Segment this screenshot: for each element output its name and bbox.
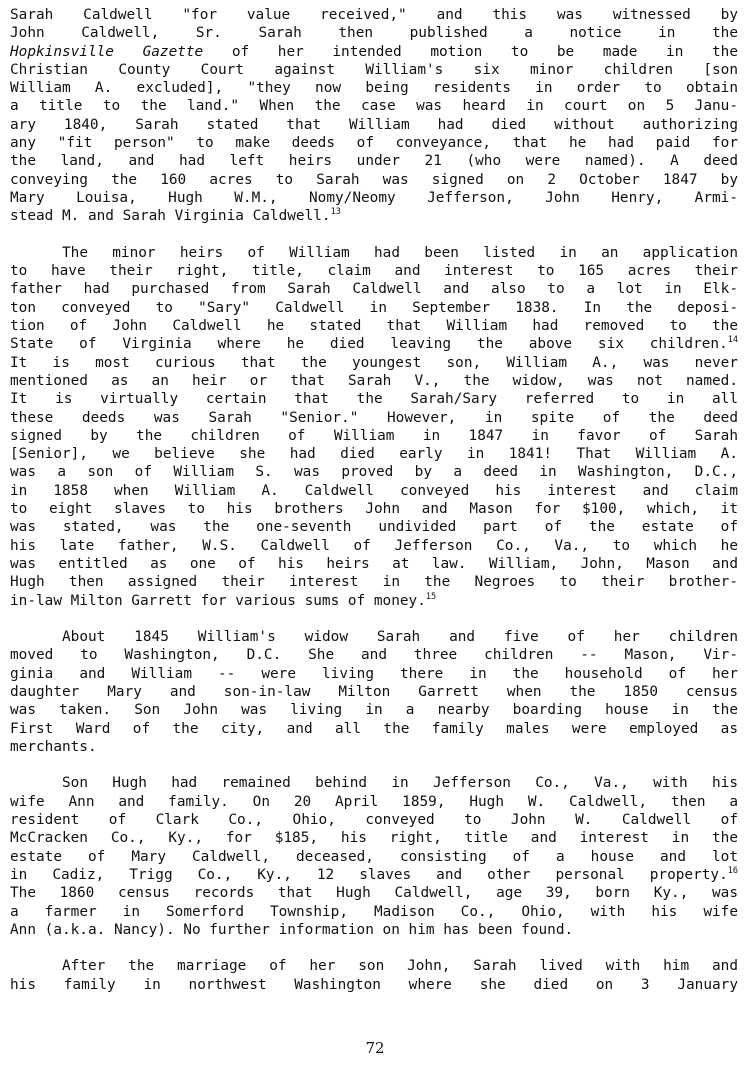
footnote-marker: 16	[727, 865, 738, 876]
text-line	[10, 903, 738, 921]
text-run: in-law Milton Garrett for various sums of money.	[10, 592, 426, 609]
text-run: any "fit person" to make deeds of conveyance, that he had paid for	[10, 135, 738, 152]
text-run: It is virtually certain that the Sarah/Sary referred to in all	[10, 391, 738, 408]
text-line	[10, 463, 738, 481]
footnote-marker: 14	[727, 335, 738, 346]
text-line	[10, 134, 738, 152]
text-run: It is most curious that the youngest son, William A., was never	[10, 354, 738, 371]
text-line	[10, 957, 738, 975]
text-run: was a son of William S. was proved by a deed in Washington, D.C.,	[10, 464, 738, 481]
text-line	[10, 262, 738, 280]
text-run: resident of Clark Co., Ohio, conveyed to John W. Caldwell of	[10, 812, 738, 829]
text-line	[10, 701, 738, 719]
text-line	[10, 665, 738, 683]
text-line	[10, 335, 738, 353]
paragraph	[10, 628, 738, 756]
text-line	[10, 390, 738, 408]
text-run: stead M. and Sarah Virginia Caldwell.	[10, 208, 331, 225]
text-line	[10, 848, 738, 866]
text-line	[10, 6, 738, 24]
text-run: John Caldwell, Sr. Sarah then published a notice in the	[10, 25, 738, 42]
paragraph-gap	[10, 226, 738, 244]
text-line	[10, 372, 738, 390]
text-run: daughter Mary and son-in-law Milton Garrett when the 1850 census	[10, 683, 738, 700]
text-run: was stated, was the one-seventh undivided part of the estate of	[10, 519, 738, 536]
text-run: Hugh then assigned their interest in the Negroes to their brother-	[10, 574, 738, 591]
text-run: wife Ann and family. On 20 April 1859, Hugh W. Caldwell, then a	[10, 793, 738, 810]
text-line	[10, 445, 738, 463]
paragraph	[10, 957, 738, 994]
text-run: in Cadiz, Trigg Co., Ky., 12 slaves and other personal property.	[10, 866, 728, 883]
paragraph-gap	[10, 756, 738, 774]
text-run: Son Hugh had remained behind in Jefferson Co., Va., with his	[62, 775, 738, 792]
text-line	[10, 171, 738, 189]
text-line	[10, 280, 738, 298]
paragraph-gap	[10, 610, 738, 628]
text-line	[10, 409, 738, 427]
text-line	[10, 97, 738, 115]
text-line	[10, 738, 738, 756]
text-run: father had purchased from Sarah Caldwell and also to a lot in Elk-	[10, 281, 738, 298]
text-line	[10, 152, 738, 170]
text-line	[10, 116, 738, 134]
text-run: a title to the land." When the case was heard in court on 5 Janu-	[10, 98, 738, 115]
text-run: After the marriage of her son John, Sarah lived with him and	[62, 958, 738, 975]
text-line	[10, 24, 738, 42]
text-line	[10, 79, 738, 97]
text-line	[10, 537, 738, 555]
text-run: conveying the 160 acres to Sarah was signed on 2 October 1847 by	[10, 171, 738, 188]
text-line	[10, 774, 738, 792]
text-line	[10, 299, 738, 317]
text-run: ginia and William -- were living there in the household of her	[10, 665, 738, 682]
text-line	[10, 354, 738, 372]
footnote-marker: 13	[330, 207, 341, 218]
text-run: was entitled as one of his heirs at law. William, John, Mason and	[10, 555, 738, 572]
text-run: Ann (a.k.a. Nancy). No further information on him has been found.	[10, 921, 574, 938]
text-run: was taken. Son John was living in a nearby boarding house in the	[10, 702, 738, 719]
text-line	[10, 518, 738, 536]
text-run: tion of John Caldwell he stated that William had removed to the	[10, 318, 738, 335]
text-run: [Senior], we believe she had died early in 1841! That William A.	[10, 446, 738, 463]
text-run: of her intended motion to be made in the	[203, 43, 738, 60]
text-line	[10, 884, 738, 902]
text-line	[10, 500, 738, 518]
text-line	[10, 921, 738, 939]
text-line	[10, 482, 738, 500]
footnote-marker: 15	[425, 591, 437, 602]
text-line	[10, 628, 738, 646]
text-line	[10, 592, 738, 610]
text-line	[10, 244, 738, 262]
paragraph	[10, 244, 738, 610]
text-run: William A. excluded], "they now being residents in order to obtain	[10, 80, 738, 97]
paragraph	[10, 6, 738, 226]
text-line	[10, 646, 738, 664]
text-line	[10, 207, 738, 225]
text-run: mentioned as an heir or that Sarah V., the widow, was not named.	[10, 372, 738, 389]
text-run: First Ward of the city, and all the family males were employed as	[10, 720, 738, 737]
text-run: moved to Washington, D.C. She and three children -- Mason, Vir-	[10, 647, 738, 664]
text-line	[10, 427, 738, 445]
text-run: these deeds was Sarah "Senior." However, in spite of the deed	[10, 409, 738, 426]
text-run: the land, and had left heirs under 21 (who were named). A deed	[10, 153, 738, 170]
text-run: The minor heirs of William had been listed in an application	[62, 244, 738, 261]
paragraph	[10, 774, 738, 939]
text-run: Sarah Caldwell "for value received," and this was witnessed by	[10, 7, 738, 23]
text-run: to have their right, title, claim and interest to 165 acres their	[10, 263, 738, 280]
text-run: to eight slaves to his brothers John and Mason for $100, which, it	[10, 501, 738, 518]
text-line	[10, 976, 738, 994]
text-line	[10, 189, 738, 207]
text-line	[10, 317, 738, 335]
paragraph-gap	[10, 939, 738, 957]
text-run: McCracken Co., Ky., for $185, his right, title and interest in the	[10, 830, 738, 847]
text-run: Christian County Court against William's six minor children [son	[10, 61, 738, 78]
text-line	[10, 555, 738, 573]
text-run: his family in northwest Washington where she died on 3 January	[10, 976, 738, 993]
text-run: a farmer in Somerford Township, Madison Co., Ohio, with his wife	[10, 903, 738, 920]
text-run: About 1845 William's widow Sarah and five of her children	[62, 629, 738, 646]
text-run: The 1860 census records that Hugh Caldwell, age 39, born Ky., was	[10, 885, 738, 902]
text-line	[10, 829, 738, 847]
text-line	[10, 866, 738, 884]
text-run: his late father, W.S. Caldwell of Jefferson Co., Va., to which he	[10, 537, 738, 554]
text-line	[10, 573, 738, 591]
page-number: 72	[365, 1039, 385, 1057]
text-line	[10, 811, 738, 829]
text-line	[10, 793, 738, 811]
text-run: State of Virginia where he died leaving the above six children.	[10, 336, 728, 353]
text-line	[10, 720, 738, 738]
text-run: estate of Mary Caldwell, deceased, consisting of a house and lot	[10, 848, 738, 865]
text-line	[10, 43, 738, 61]
text-run: ary 1840, Sarah stated that William had died without authorizing	[10, 116, 738, 133]
text-line	[10, 683, 738, 701]
text-line	[10, 61, 738, 79]
italic-title: Hopkinsville Gazette	[10, 43, 204, 60]
text-run: Mary Louisa, Hugh W.M., Nomy/Neomy Jefferson, John Henry, Armi-	[10, 189, 738, 206]
text-run: merchants.	[10, 738, 97, 755]
text-run: signed by the children of William in 1847 in favor of Sarah	[10, 427, 738, 444]
text-run: ton conveyed to "Sary" Caldwell in September 1838. In the deposi-	[10, 299, 738, 316]
body-text	[10, 6, 738, 994]
text-run: in 1858 when William A. Caldwell conveyed his interest and claim	[10, 482, 738, 499]
